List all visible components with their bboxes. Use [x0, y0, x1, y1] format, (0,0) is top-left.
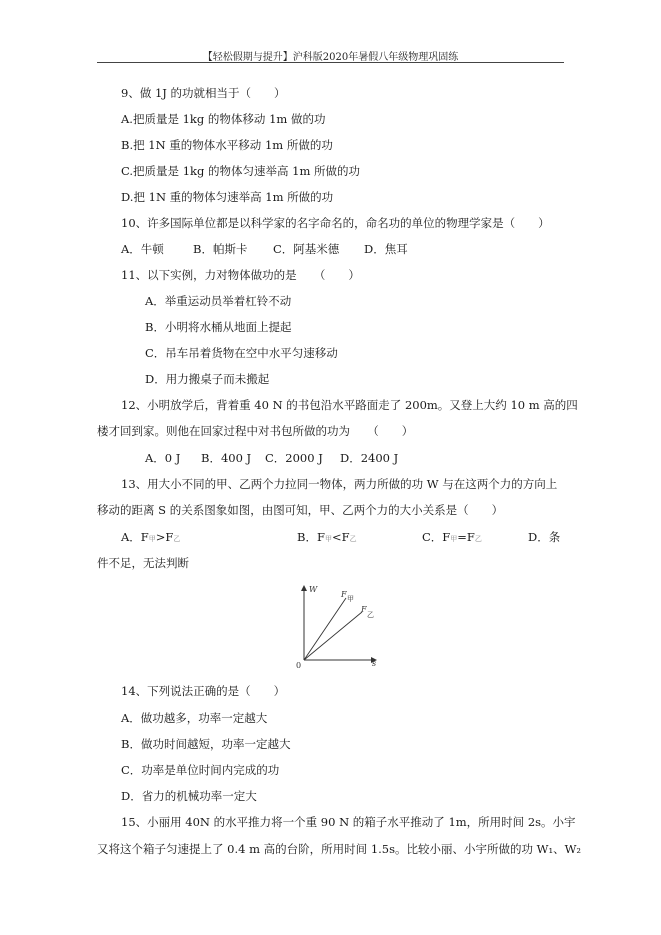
q13-a-sub1: 甲 [148, 535, 156, 543]
q11-option-d: D．用力搬桌子而未搬起 [145, 372, 270, 386]
q10-stem: 10、许多国际单位都是以科学家的名字命名的，命名功的单位的物理学家是（ ） [121, 216, 550, 230]
q11-option-b: B．小明将水桶从地面上提起 [145, 320, 292, 334]
q12-stem-line1: 12、小明放学后，背着重 40 N 的书包沿水平路面走了 200m。又登上大约 10 m 高的四 [121, 398, 578, 412]
q13-c-sub1: 甲 [450, 535, 458, 543]
q14-option-a: A．做功越多，功率一定越大 [121, 711, 268, 725]
q10-option-b: B．帕斯卡 [193, 242, 248, 256]
q13-c-sub2: 乙 [474, 535, 482, 543]
q13-c-prefix: C．F [422, 530, 451, 544]
q9-option-a: A.把质量是 1kg 的物体移动 1m 做的功 [121, 112, 326, 126]
q14-option-b: B．做功时间越短，功率一定越大 [121, 737, 291, 751]
q10-option-c: C．阿基米德 [273, 242, 340, 256]
q13-a-rel: >F [155, 530, 174, 544]
q9-option-d: D.把 1N 重的物体匀速举高 1m 所做的功 [121, 190, 334, 204]
y-axis-label: W [309, 585, 318, 594]
q9-option-b: B.把 1N 重的物体水平移动 1m 所做的功 [121, 138, 333, 152]
q10-option-a: A．牛顿 [121, 242, 164, 256]
q13-a-prefix: A．F [121, 530, 149, 544]
q12-option-c: C．2000 J [265, 451, 323, 465]
line-f-jia [304, 598, 346, 660]
line-f-yi [304, 612, 362, 660]
q15-stem-line2: 又将这个箱子匀速提上了 0.4 m 高的台阶，所用时间 1.5s。比较小丽、小宇所做的功 W₁、W₂ [97, 842, 582, 856]
q13-option-c [422, 530, 482, 546]
q13-option-d: D．条 [528, 530, 561, 544]
x-axis-label: s [372, 659, 377, 668]
q13-b-sub1: 甲 [324, 535, 332, 543]
line-f-yi-sub: 乙 [367, 611, 374, 619]
q14-option-d: D．省力的机械功率一定大 [121, 789, 257, 803]
q13-b-sub2: 乙 [349, 535, 357, 543]
q11-option-a: A．举重运动员举着杠铃不动 [145, 294, 292, 308]
page-header: 【轻松假期与提升】沪科版2020年暑假八年级物理巩固练 [202, 52, 459, 63]
q13-option-d-continued: 件不足，无法判断 [97, 556, 189, 570]
q13-stem-line2: 移动的距离 S 的关系图象如图，由图可知，甲、乙两个力的大小关系是（ ） [97, 503, 504, 517]
q13-option-b [297, 530, 357, 546]
line-f-jia-label: F [341, 590, 347, 599]
line-f-yi-label: F [361, 605, 367, 614]
q13-a-sub2: 乙 [173, 535, 181, 543]
q12-option-a: A．0 J [145, 451, 181, 465]
origin-label: 0 [296, 661, 302, 670]
q13-b-rel: <F [331, 530, 350, 544]
q12-option-d: D．2400 J [340, 451, 399, 465]
q9-option-c: C.把质量是 1kg 的物体匀速举高 1m 所做的功 [121, 164, 361, 178]
q13-b-prefix: B．F [297, 530, 325, 544]
q12-option-b: B．400 J [201, 451, 252, 465]
work-distance-svg [286, 582, 386, 670]
q9-stem: 9、做 1J 的功就相当于（ ） [121, 86, 286, 100]
q10-option-d: D．焦耳 [364, 242, 408, 256]
q12-stem-line2: 楼才回到家。则他在回家过程中对书包所做的功为 （ ） [97, 424, 414, 438]
line-f-jia-sub: 甲 [347, 595, 354, 603]
q14-option-c: C．功率是单位时间内完成的功 [121, 763, 280, 777]
q13-option-a [121, 530, 180, 546]
q11-option-c: C．吊车吊着货物在空中水平匀速移动 [145, 346, 338, 360]
q15-stem-line1: 15、小丽用 40N 的水平推力将一个重 90 N 的箱子水平推动了 1m，所用时间 2s。小宇 [121, 815, 576, 829]
q11-stem: 11、以下实例，力对物体做功的是 （ ） [121, 268, 360, 282]
work-distance-graph [286, 582, 386, 670]
q13-stem-line1: 13、用大小不同的甲、乙两个力拉同一物体，两力所做的功 W 与在这两个力的方向上 [121, 477, 558, 491]
q13-c-rel: =F [457, 530, 475, 544]
q14-stem: 14、下列说法正确的是（ ） [121, 684, 286, 698]
header-rule [97, 62, 564, 63]
